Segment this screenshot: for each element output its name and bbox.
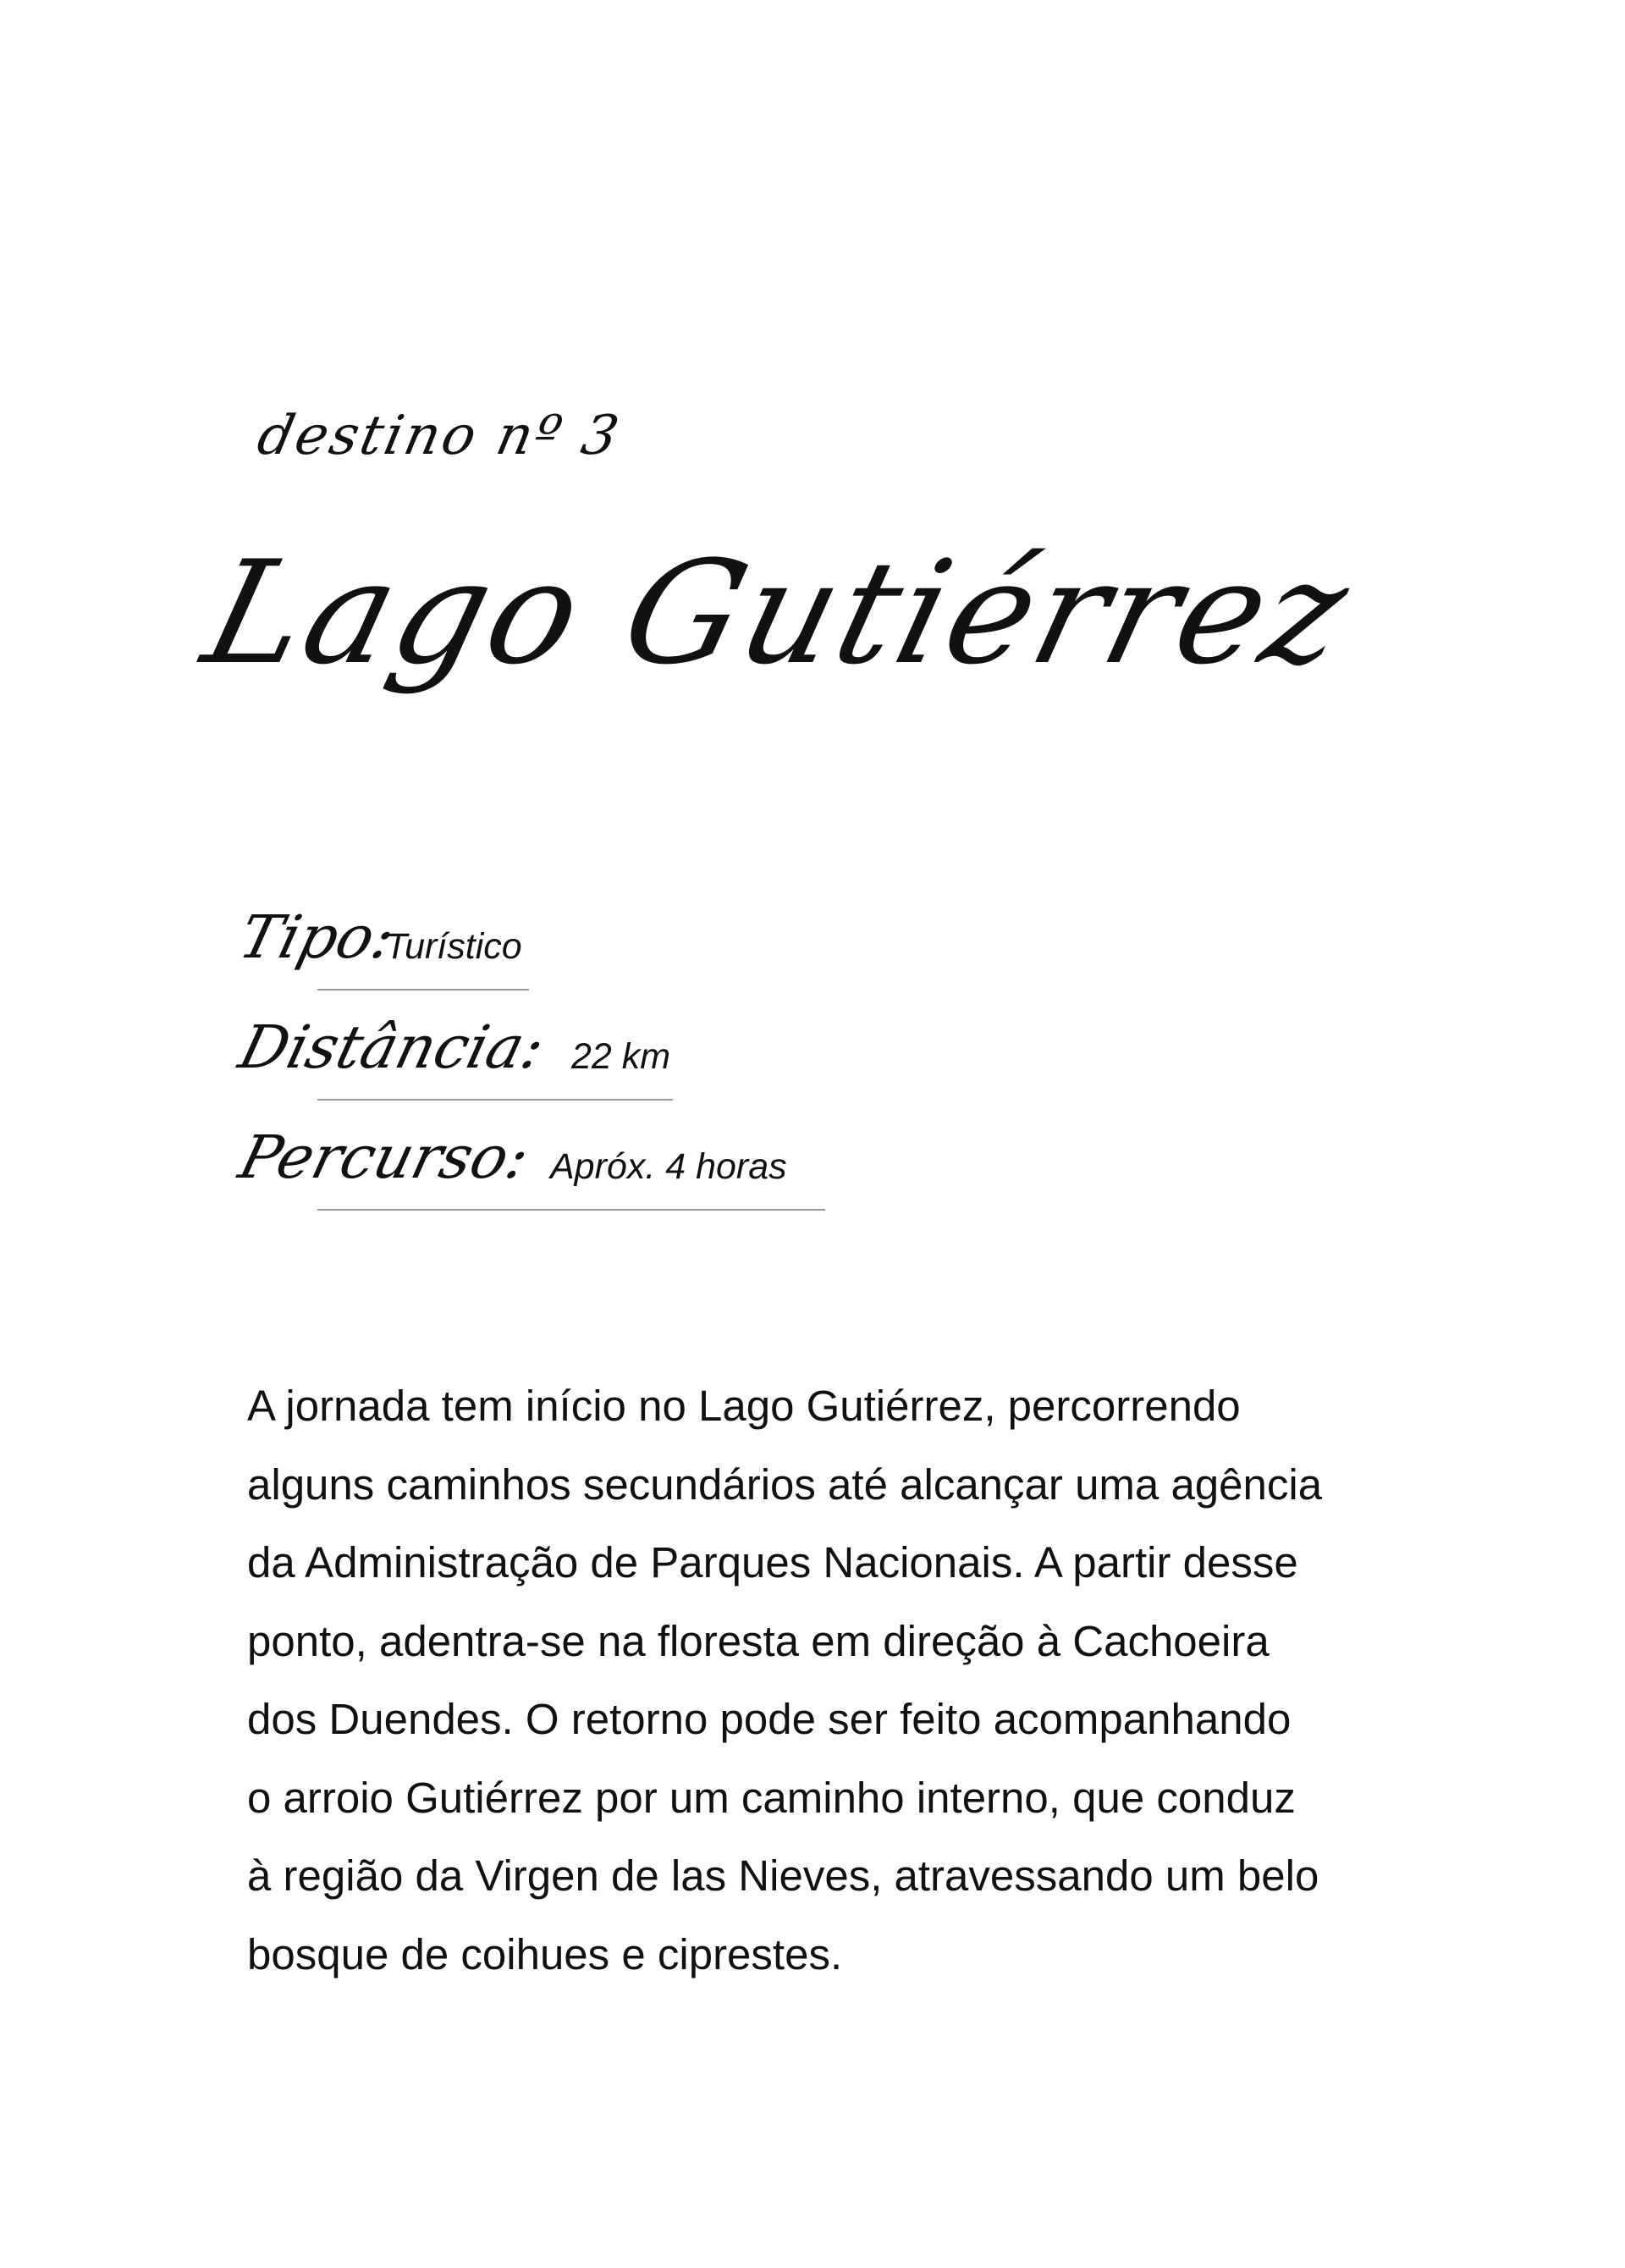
percurso-underline: [317, 1209, 825, 1211]
description-line: dos Duendes. O retorno pode ser feito acompanhando: [247, 1695, 1292, 1743]
description-line: ponto, adentra-se na floresta em direção à Cachoeira: [247, 1616, 1270, 1665]
description-line: o arroio Gutiérrez por um caminho interno, que conduz: [247, 1773, 1296, 1822]
tipo-value: Turístico: [385, 926, 522, 967]
info-row-distancia: [232, 1007, 918, 1101]
description-line: bosque de coihues e ciprestes.: [247, 1929, 843, 1978]
percurso-value: Apróx. 4 horas: [550, 1146, 787, 1187]
tipo-label: Tipo:: [232, 902, 402, 972]
page-title: Lago Gutiérrez: [190, 530, 1367, 696]
description-line: alguns caminhos secundários até alcançar uma agência: [247, 1460, 1323, 1509]
info-row-percurso: [232, 1117, 1003, 1211]
description-line: à região da Virgen de las Nieves, atravessando um belo: [247, 1851, 1319, 1900]
info-row-tipo: [232, 897, 783, 991]
distancia-label: Distância:: [232, 1013, 552, 1082]
destination-number: destino nº 3: [252, 405, 627, 467]
percurso-label: Percurso:: [232, 1123, 537, 1192]
distancia-value: 22 km: [571, 1036, 671, 1077]
tipo-underline: [317, 989, 529, 991]
description-line: A jornada tem início no Lago Gutiérrez, percorrendo: [247, 1382, 1241, 1430]
distancia-underline: [317, 1099, 673, 1101]
description-paragraph: [247, 1367, 1415, 1994]
description-line: da Administração de Parques Nacionais. A partir desse: [247, 1538, 1298, 1586]
